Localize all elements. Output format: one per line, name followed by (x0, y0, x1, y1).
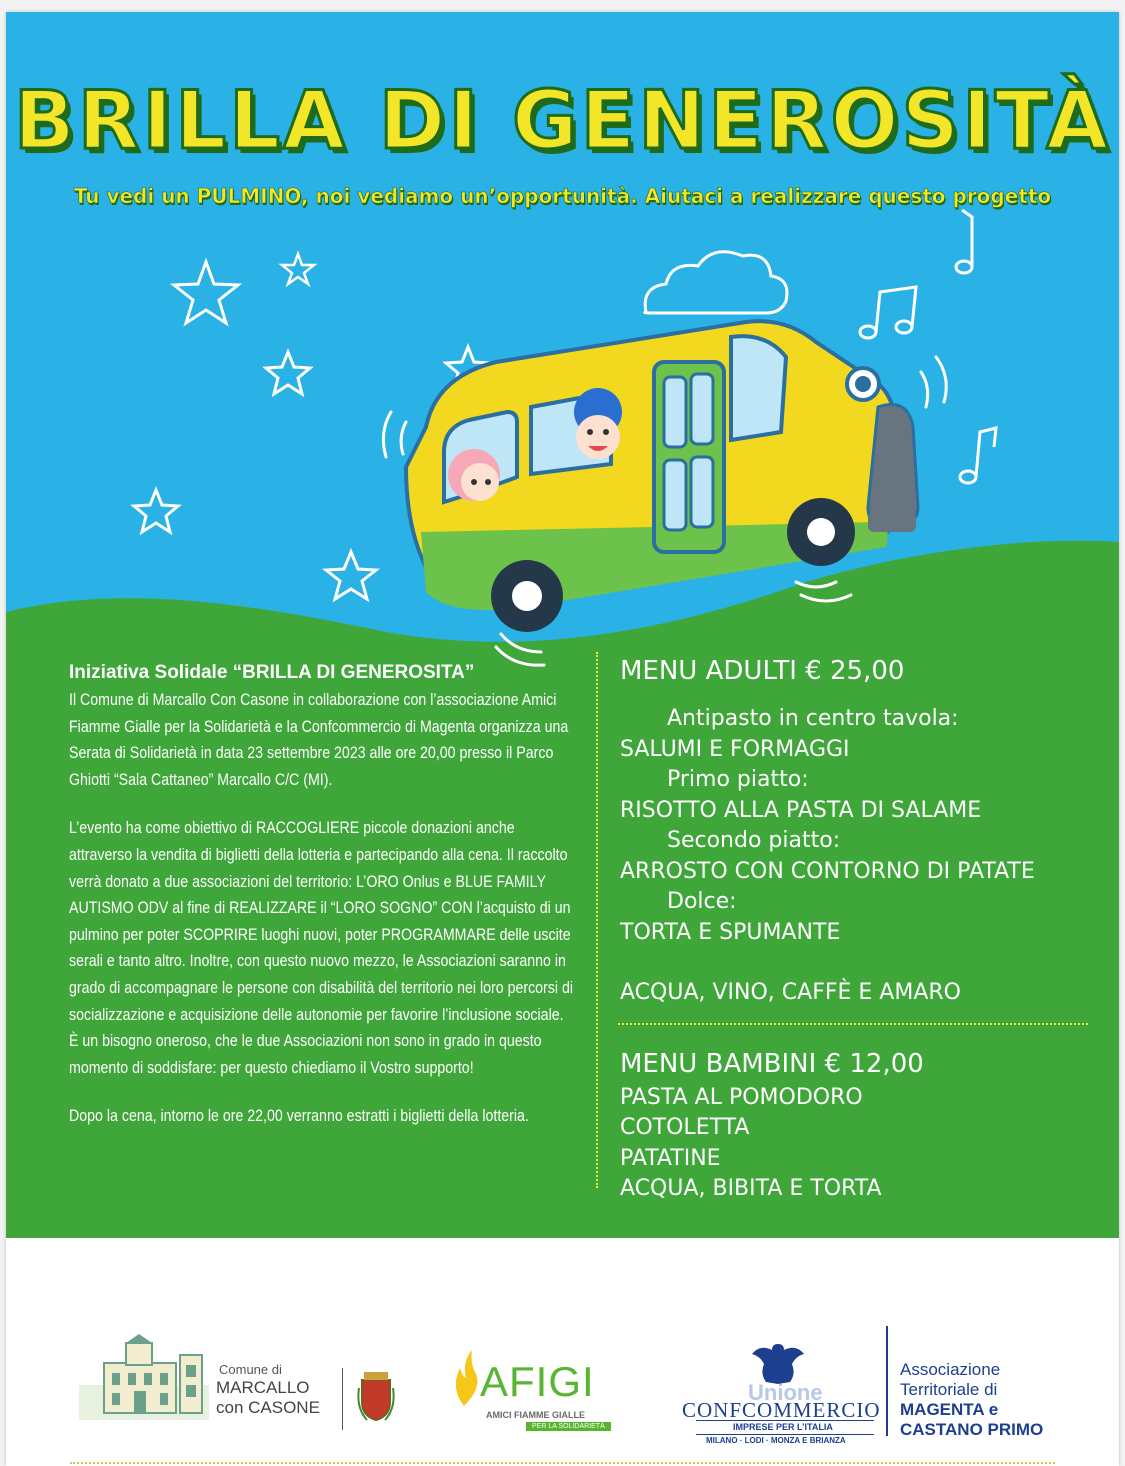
associazione-line4: CASTANO PRIMO (900, 1420, 1044, 1439)
info-paragraph: L’evento ha come obiettivo di RACCOGLIERE piccole donazioni anche attraverso la vendita di biglietti della lotteria e partecipando alla cena. Il raccolto verrà donato a due associazioni del territorio: L’ORO Onlus e BLUE FAMILY AUTISMO ODV al fine di REALIZZARE il “LORO SOGNO” CON l’acquisto di un pulmino per poter SCOPRIRE luoghi nuovi, poter PROGRAMMARE delle uscite serali e tanto altro. Inoltre, con questo nuovo mezzo, le Associazioni saranno in grado di accompagnare le persone con disabilità del territorio nei loro percorsi di socializzazione e acquisizione delle autonomie per favorire l’inclusione sociale. È un bisogno oneroso, che le due Associazioni non sono in grado in questo momento di soddisfare: per questo chiediamo il Vostro supporto! (69, 819, 574, 1077)
associazione-line3: MAGENTA e (900, 1400, 999, 1419)
menu-course-label: Primo piatto: (667, 767, 809, 792)
star-icon (266, 352, 310, 394)
confcommercio-top: Unione (748, 1380, 823, 1405)
menu-course-label: Antipasto in centro tavola: (667, 706, 959, 731)
afigi-name: AFIGI (480, 1358, 595, 1405)
info-section (69, 662, 574, 1152)
afigi-line3: PER LA SOLIDARIETÀ (526, 1422, 611, 1431)
menu-kids-item: COTOLETTA (620, 1115, 750, 1140)
cloud-icon (645, 252, 787, 313)
info-paragraph: Dopo la cena, intorno le ore 22,00 verranno estratti i biglietti della lotteria. (69, 1107, 529, 1126)
marcallo-line3: con CASONE (216, 1398, 320, 1417)
wheel-icon (491, 560, 563, 632)
menu-adulti-title: MENU ADULTI € 25,00 (620, 656, 905, 686)
menu-course-label: Secondo piatto: (667, 828, 841, 853)
footer-divider (70, 1462, 1055, 1464)
star-icon (174, 262, 238, 323)
menu-dish: SALUMI E FORMAGGI (620, 736, 850, 762)
confcommercio-line2: IMPRESE PER L’ITALIA (733, 1422, 833, 1432)
vertical-divider (596, 652, 598, 1188)
menu-dish: RISOTTO ALLA PASTA DI SALAME (620, 797, 982, 823)
flame-icon (449, 1348, 479, 1408)
confcommercio-name: CONFCOMMERCIO (682, 1398, 881, 1422)
menu-kids-item: PASTA AL POMODORO (620, 1084, 863, 1110)
poster (6, 12, 1119, 1466)
boy-icon (574, 388, 622, 459)
star-icon (282, 254, 314, 284)
afigi-line2: AMICI FIAMME GIALLE (486, 1410, 585, 1420)
girl-icon (448, 449, 500, 501)
star-icon (134, 490, 178, 532)
star-icon (326, 552, 376, 599)
sponsor-logos (6, 1238, 1119, 1466)
page-title: BRILLA DI GENEROSITÀ (13, 74, 1112, 167)
menu-bambini-title: MENU BAMBINI € 12,00 (620, 1048, 924, 1079)
menu-kids-item: ACQUA, BIBITA E TORTA (620, 1176, 882, 1201)
menu-section (620, 652, 1090, 1205)
town-hall-icon (74, 1333, 214, 1423)
menu-divider (618, 1023, 1088, 1025)
menu-course-label: Dolce: (667, 889, 737, 914)
info-heading: Iniziativa Solidale “BRILLA DI GENEROSITA” (69, 662, 475, 683)
associazione-line2: Territoriale di (900, 1380, 998, 1399)
wheel-icon (787, 498, 855, 566)
marcallo-line2: MARCALLO (216, 1378, 310, 1397)
bus-illustration (6, 12, 1119, 672)
marcallo-line1: Comune di (219, 1362, 282, 1377)
menu-dish: TORTA E SPUMANTE (620, 919, 841, 945)
associazione-line1: Associazione (900, 1360, 1001, 1379)
menu-dish: ARROSTO CON CONTORNO DI PATATE (620, 858, 1035, 884)
confcommercio-line3: MILANO · LODI · MONZA E BRIANZA (706, 1436, 846, 1445)
bus-grille (868, 405, 918, 528)
info-paragraph: Il Comune di Marcallo Con Casone in collaborazione con l’associazione Amici Fiamme Gialle per la Solidarietà e la Confcommercio di Magenta organizza una Serata di Solidarietà in data 23 settembre 2023 alle ore 20,00 presso il Parco Ghiotti “Sala Cattaneo” Marcallo C/C (MI). (69, 691, 569, 789)
page-subtitle: Tu vedi un PULMINO, noi vediamo un’opportunità. Aiutaci a realizzare questo progetto (73, 184, 1052, 208)
coat-of-arms-icon (356, 1368, 396, 1426)
menu-drinks: ACQUA, VINO, CAFFÈ E AMARO (620, 980, 961, 1005)
menu-kids-item: PATATINE (620, 1145, 721, 1171)
